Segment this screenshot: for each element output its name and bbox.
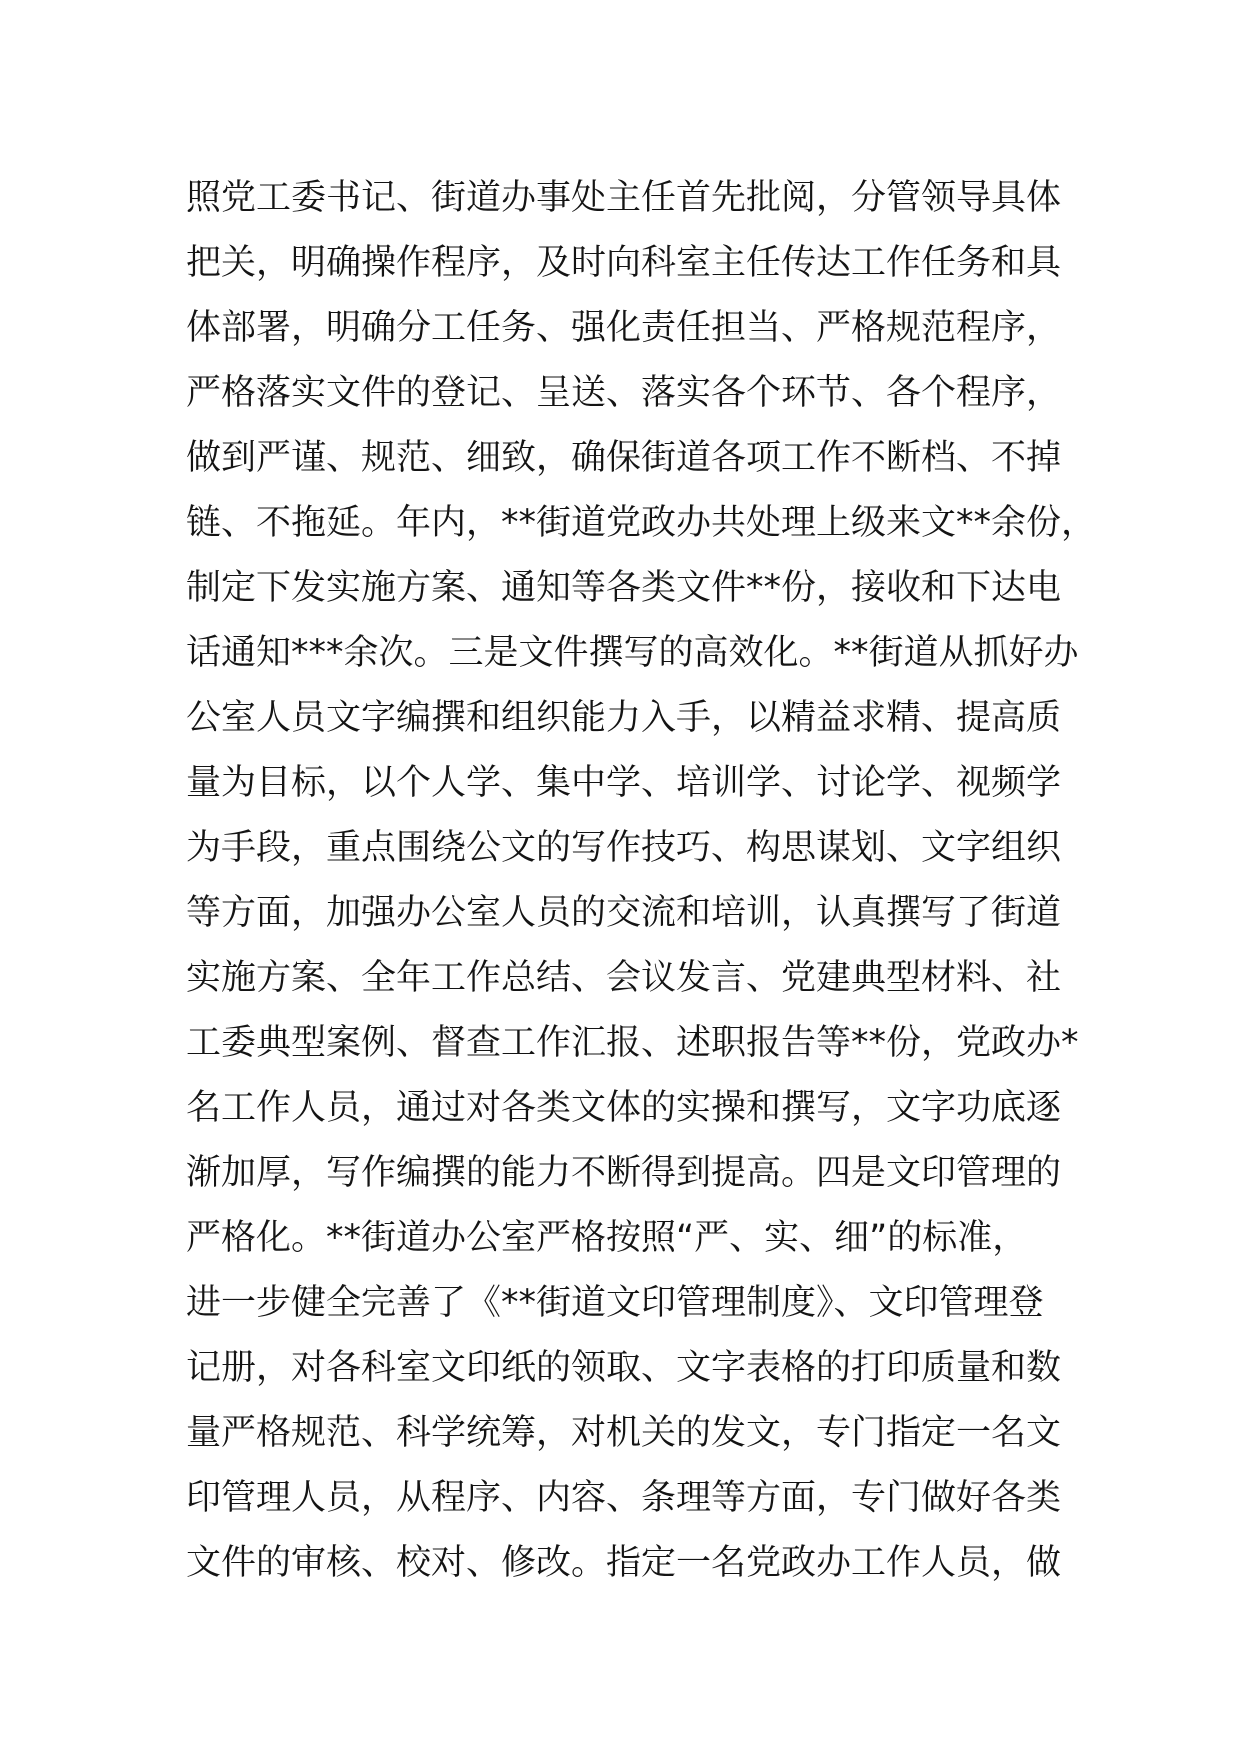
text-line: 照党工委书记、街道办事处主任首先批阅，分管领导具体: [186, 178, 1062, 218]
text-line: 工委典型案例、督查工作汇报、述职报告等**份，党政办*: [186, 1023, 1079, 1063]
text-line: 制定下发实施方案、通知等各类文件**份，接收和下达电: [186, 568, 1062, 608]
body-text: [186, 166, 1097, 1596]
text-line: 量严格规范、科学统筹，对机关的发文，专门指定一名文: [186, 1413, 1062, 1453]
text-line: 实施方案、全年工作总结、会议发言、党建典型材料、社: [186, 958, 1062, 998]
text-line: 公室人员文字编撰和组织能力入手，以精益求精、提高质: [186, 698, 1062, 738]
text-line: 量为目标，以个人学、集中学、培训学、讨论学、视频学: [186, 763, 1062, 803]
text-line: 文件的审核、校对、修改。指定一名党政办工作人员，做: [186, 1543, 1062, 1583]
text-line: 等方面，加强办公室人员的交流和培训，认真撰写了街道: [186, 893, 1062, 933]
text-line: 体部署，明确分工任务、强化责任担当、严格规范程序，: [186, 308, 1062, 348]
text-line: 话通知***余次。三是文件撰写的高效化。**街道从抓好办: [186, 633, 1079, 673]
text-line: 做到严谨、规范、细致，确保街道各项工作不断档、不掉: [186, 438, 1062, 478]
text-line: 严格落实文件的登记、呈送、落实各个环节、各个程序，: [186, 373, 1062, 413]
text-line: 严格化。**街道办公室严格按照“严、实、细”的标准，: [186, 1218, 1028, 1258]
text-line: 印管理人员，从程序、内容、条理等方面，专门做好各类: [186, 1478, 1062, 1518]
text-line: 进一步健全完善了《**街道文印管理制度》、文印管理登: [186, 1283, 1044, 1323]
text-line: 记册，对各科室文印纸的领取、文字表格的打印质量和数: [186, 1348, 1062, 1388]
text-line: 名工作人员，通过对各类文体的实操和撰写，文字功底逐: [186, 1088, 1062, 1128]
text-line: 把关，明确操作程序，及时向科室主任传达工作任务和具: [186, 243, 1062, 283]
text-line: 为手段，重点围绕公文的写作技巧、构思谋划、文字组织: [186, 828, 1062, 868]
text-line: 渐加厚，写作编撰的能力不断得到提高。四是文印管理的: [186, 1153, 1062, 1193]
text-line: 链、不拖延。年内，**街道党政办共处理上级来文**余份，: [186, 503, 1097, 543]
